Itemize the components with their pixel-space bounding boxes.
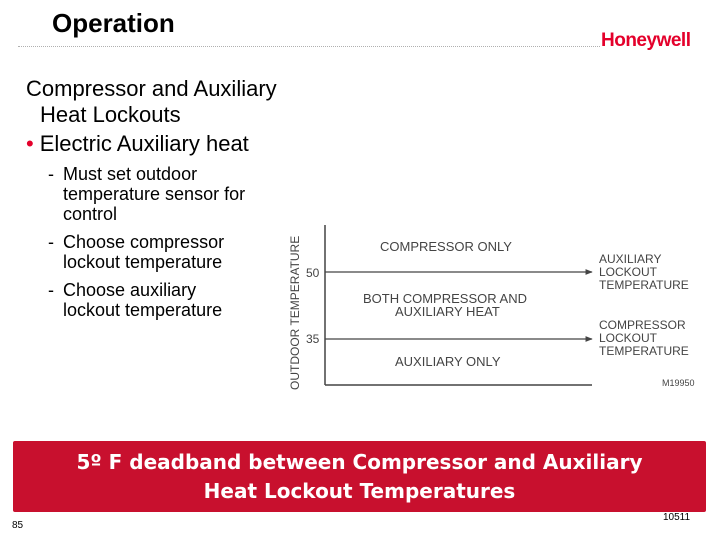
region-both-line-2: AUXILIARY HEAT [395, 304, 500, 319]
heading-line-2: Heat Lockouts [40, 102, 181, 127]
dash-icon: - [48, 280, 54, 300]
bullet-dot-icon: • [26, 131, 34, 156]
y-axis-label: OUTDOOR TEMPERATURE [288, 235, 302, 390]
bullet-text: Electric Auxiliary heat [39, 131, 249, 156]
page-number: 85 [12, 520, 24, 531]
region-both-line-1: BOTH COMPRESSOR AND [363, 291, 527, 306]
sub-item-2 [48, 232, 224, 272]
sub-item-2-line-1: Choose compressor [63, 232, 225, 252]
heading-line-1: Compressor and Auxiliary [26, 76, 277, 101]
tick-50: 50 [306, 266, 320, 280]
sub-item-1-line-1: Must set outdoor [63, 164, 198, 184]
document-number: 10511 [663, 512, 691, 523]
tick-35: 35 [306, 332, 320, 346]
sub-item-2-line-2: lockout temperature [63, 252, 223, 272]
comp-lockout-label-1: COMPRESSOR [599, 318, 686, 332]
aux-lockout-label-3: TEMPERATURE [599, 278, 689, 292]
figure-id: M19950 [662, 378, 695, 388]
bullet-item [26, 131, 249, 157]
sub-item-3 [48, 280, 222, 320]
sub-item-3-line-1: Choose auxiliary [63, 280, 197, 300]
comp-lockout-label-3: TEMPERATURE [599, 344, 689, 358]
region-compressor-only: COMPRESSOR ONLY [380, 239, 512, 254]
region-auxiliary-only: AUXILIARY ONLY [395, 354, 501, 369]
sub-item-1 [48, 164, 245, 224]
section-heading [26, 76, 277, 128]
dash-icon: - [48, 232, 54, 252]
banner-line-2: Heat Lockout Temperatures [203, 478, 516, 503]
banner-line-1: 5º F deadband between Compressor and Auxiliary [76, 449, 643, 474]
deadband-banner [13, 441, 706, 512]
honeywell-logo: Honeywell [601, 30, 691, 51]
title-divider [18, 46, 600, 47]
sub-item-3-line-2: lockout temperature [63, 300, 223, 320]
comp-lockout-label-2: LOCKOUT [599, 331, 658, 345]
slide-title: Operation [52, 8, 175, 38]
aux-lockout-label-1: AUXILIARY [599, 252, 662, 266]
sub-item-1-line-2: temperature sensor for [63, 184, 246, 204]
dash-icon: - [48, 164, 54, 184]
lockout-diagram [280, 215, 700, 395]
sub-item-1-line-3: control [63, 204, 118, 224]
aux-lockout-label-2: LOCKOUT [599, 265, 658, 279]
